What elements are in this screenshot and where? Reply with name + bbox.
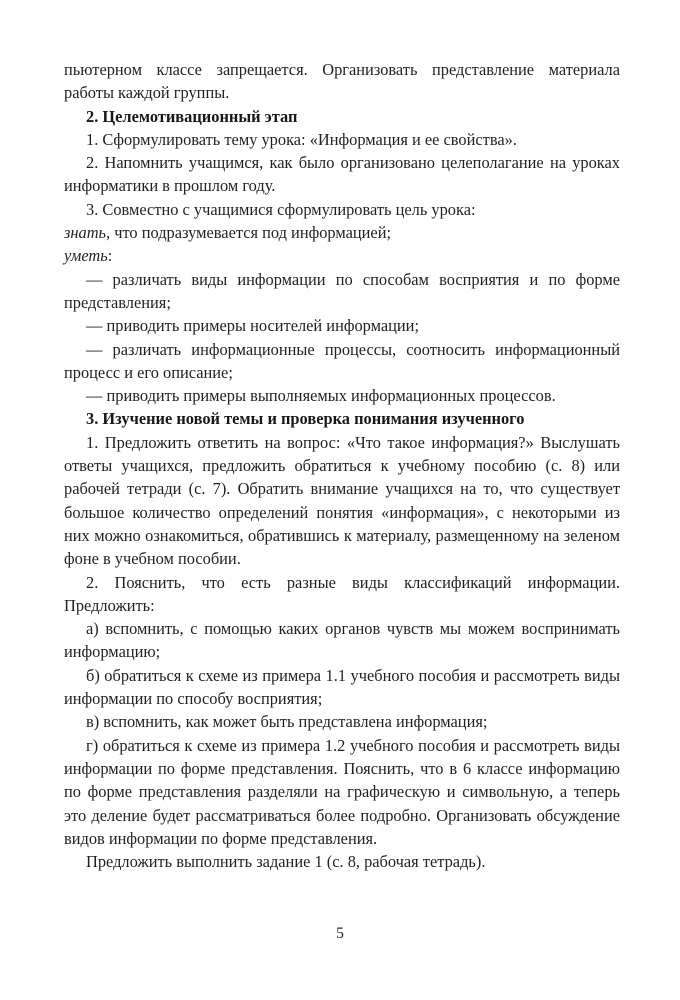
sub-item-a: а) вспомнить, с помощью каких органов чувств мы можем воспринимать информацию; [64, 619, 620, 662]
page-text-body [64, 58, 620, 873]
goal-znat-rest: , что подразумевается под информацией; [106, 223, 392, 243]
goal-umet [64, 244, 620, 267]
dash-item-2: — приводить примеры носителей информации; [86, 316, 420, 336]
dash-item-4: — приводить примеры выполняемых информационных процессов. [86, 386, 556, 406]
list-item-3-1: 1. Предложить ответить на вопрос: «Что такое информация?» Выслушать ответы учащихся, предложить обратиться к учебному пособию (с. 8) или рабочей тетради (с. 7). Обратить внимание учащихся на то, что существует большое количество определений понятия «информация», с некоторыми из них можно ознакомиться, обратившись к материалу, размещенному на зеленом фоне в учебном пособии. [64, 432, 620, 569]
goal-znat [64, 221, 620, 244]
sub-item-g: г) обратиться к схеме из примера 1.2 учебного пособия и рассмотреть виды информации по форме представления. Пояснить, что в 6 классе информацию по форме представления разделяли на графическую и символьную, а теперь это деление будет рассматриваться более подробно. Организовать обсуждение видов информации по форме представления. [64, 735, 620, 848]
page-number: 5 [336, 925, 344, 942]
goal-znat-keyword: знать [64, 223, 107, 243]
paragraph-continued: пьютерном классе запрещается. Организовать представление материала работы каждой группы. [64, 60, 620, 103]
list-item-2-3: 3. Совместно с учащимися сформулировать цель урока: [86, 199, 476, 219]
list-item-2-2: 2. Напомнить учащимся, как было организовано целеполагание на уроках информатики в прошлом году. [64, 153, 620, 196]
list-item-3-2: 2. Пояснить, что есть разные виды классификаций информации. Предложить: [64, 572, 620, 615]
final-task-paragraph: Предложить выполнить задание 1 (с. 8, рабочая тетрадь). [86, 852, 486, 872]
section-heading-3: 3. Изучение новой темы и проверка понимания изученного [86, 409, 525, 429]
section-heading-2: 2. Целемотивационный этап [86, 106, 298, 126]
goal-umet-rest: : [107, 246, 113, 266]
list-item-2-1: 1. Сформулировать тему урока: «Информация и ее свойства». [86, 129, 517, 149]
dash-item-1: — различать виды информации по способам восприятия и по форме представления; [64, 269, 620, 312]
goal-umet-keyword: уметь [64, 246, 108, 266]
dash-item-3: — различать информационные процессы, соотносить информационный процесс и его описание; [64, 339, 620, 382]
sub-item-b: б) обратиться к схеме из примера 1.1 учебного пособия и рассмотреть виды информации по способу восприятия; [64, 665, 620, 709]
sub-item-v: в) вспомнить, как может быть представлена информация; [86, 712, 488, 732]
